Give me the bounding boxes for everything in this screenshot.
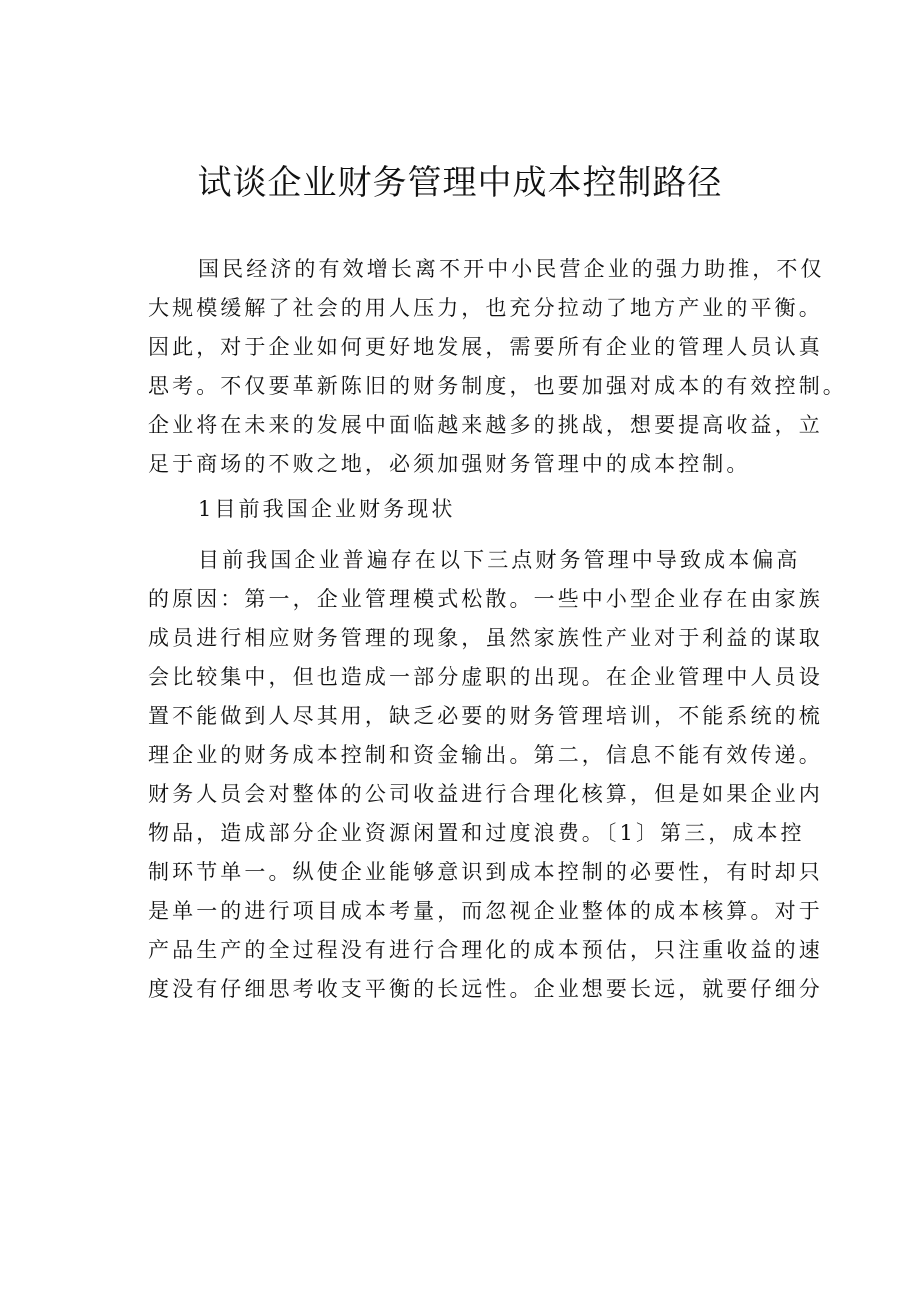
text-line: 目前我国企业普遍存在以下三点财务管理中导致成本偏高 — [198, 548, 801, 572]
text-line: 成员进行相应财务管理的现象，虽然家族性产业对于利益的谋取 — [148, 626, 823, 650]
text-line: 大规模缓解了社会的用人压力，也充分拉动了地方产业的平衡。 — [148, 296, 823, 320]
text-line: 制环节单一。纵使企业能够意识到成本控制的必要性，有时却只 — [148, 860, 823, 884]
document-title: 试谈企业财务管理中成本控制路径 — [197, 163, 723, 203]
text-line: 会比较集中，但也造成一部分虚职的出现。在企业管理中人员设 — [148, 665, 823, 689]
document-body — [148, 250, 847, 1009]
text-line: 的原因：第一，企业管理模式松散。一些中小型企业存在由家族 — [148, 587, 823, 611]
text-line: 思考。不仅要革新陈旧的财务制度，也要加强对成本的有效控制。 — [148, 374, 847, 398]
text-line: 国民经济的有效增长离不开中小民营企业的强力助推，不仅 — [198, 257, 825, 281]
paragraph-intro — [148, 250, 847, 484]
text-line: 是单一的进行项目成本考量，而忽视企业整体的成本核算。对于 — [148, 899, 823, 923]
text-line: 理企业的财务成本控制和资金输出。第二，信息不能有效传递。 — [148, 743, 823, 767]
text-line: 产品生产的全过程没有进行合理化的成本预估，只注重收益的速 — [148, 938, 823, 962]
paragraph-current-status — [148, 541, 823, 1009]
text-line: 财务人员会对整体的公司收益进行合理化核算，但是如果企业内 — [148, 782, 823, 806]
text-line: 置不能做到人尽其用，缺乏必要的财务管理培训，不能系统的梳 — [148, 704, 823, 728]
text-line: 企业将在未来的发展中面临越来越多的挑战，想要提高收益，立 — [148, 413, 823, 437]
text-line: 度没有仔细思考收支平衡的长远性。企业想要长远，就要仔细分 — [148, 977, 823, 1001]
text-line: 足于商场的不败之地，必须加强财务管理中的成本控制。 — [148, 452, 751, 476]
text-line: 物品，造成部分企业资源闲置和过度浪费。〔1〕第三，成本控 — [148, 821, 805, 845]
text-line: 因此，对于企业如何更好地发展，需要所有企业的管理人员认真 — [148, 335, 823, 359]
section-heading — [148, 490, 808, 529]
section-heading-text: 1目前我国企业财务现状 — [198, 497, 456, 521]
